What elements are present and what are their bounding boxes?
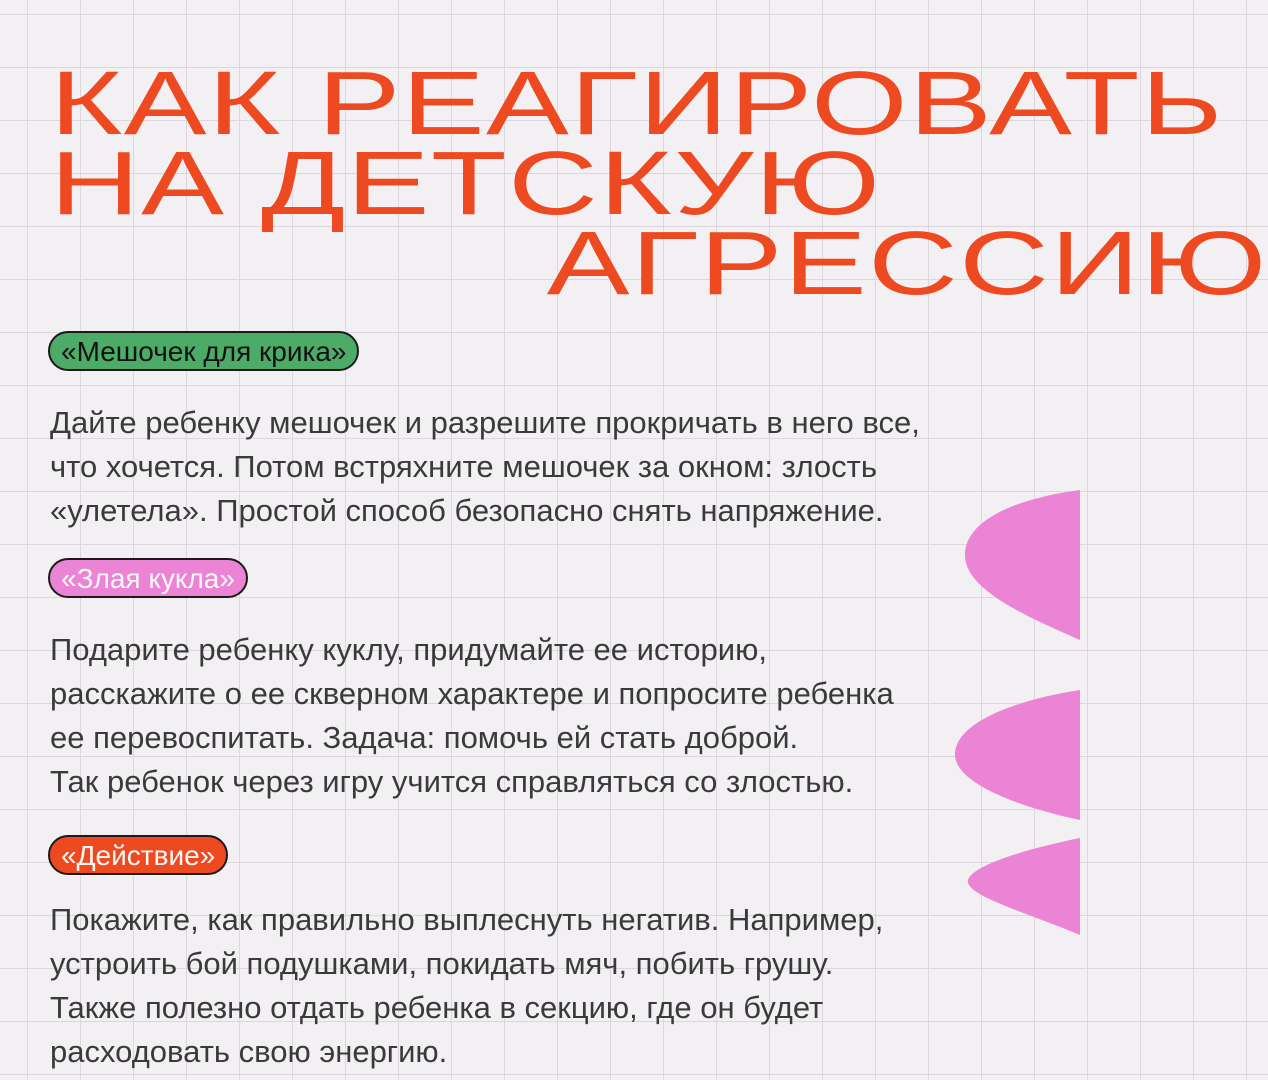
text-line: Покажите, как правильно выплеснуть негатив. Например,	[50, 902, 884, 937]
text-line: «улетела». Простой способ безопасно снять напряжение.	[50, 493, 884, 528]
section-label-action: «Действие»	[48, 835, 228, 875]
text-line: устроить бой подушками, покидать мяч, побить грушу.	[50, 946, 834, 981]
text-line: что хочется. Потом встряхните мешочек за окном: злость	[50, 449, 877, 484]
section-label-scream-bag: «Мешочек для крика»	[48, 331, 359, 371]
text-line: Также полезно отдать ребенка в секцию, где он будет	[50, 990, 824, 1025]
text-line: расскажите о ее скверном характере и попросите ребенка	[50, 676, 894, 711]
section-text-action	[50, 898, 883, 1074]
pink-blob-bottom	[968, 838, 1080, 935]
title-line-3: АГРЕССИЮ	[546, 214, 1268, 314]
section-text-angry-doll	[50, 628, 894, 804]
title-line-1: КАК РЕАГИРОВАТЬ	[50, 54, 1224, 154]
text-line: Дайте ребенку мешочек и разрешите прокричать в него все,	[50, 405, 920, 440]
text-line: Подарите ребенку куклу, придумайте ее историю,	[50, 632, 767, 667]
pink-blob-top	[965, 490, 1080, 640]
section-text-scream-bag	[50, 401, 920, 533]
text-line: ее перевоспитать. Задача: помочь ей стать доброй.	[50, 720, 799, 755]
page-title	[50, 54, 1268, 314]
title-line-2: НА ДЕТСКУЮ	[50, 134, 882, 234]
pink-blob-middle	[955, 690, 1080, 820]
text-line: расходовать свою энергию.	[50, 1034, 448, 1069]
section-label-angry-doll: «Злая кукла»	[48, 558, 248, 598]
text-line: Так ребенок через игру учится справляться со злостью.	[50, 764, 854, 799]
